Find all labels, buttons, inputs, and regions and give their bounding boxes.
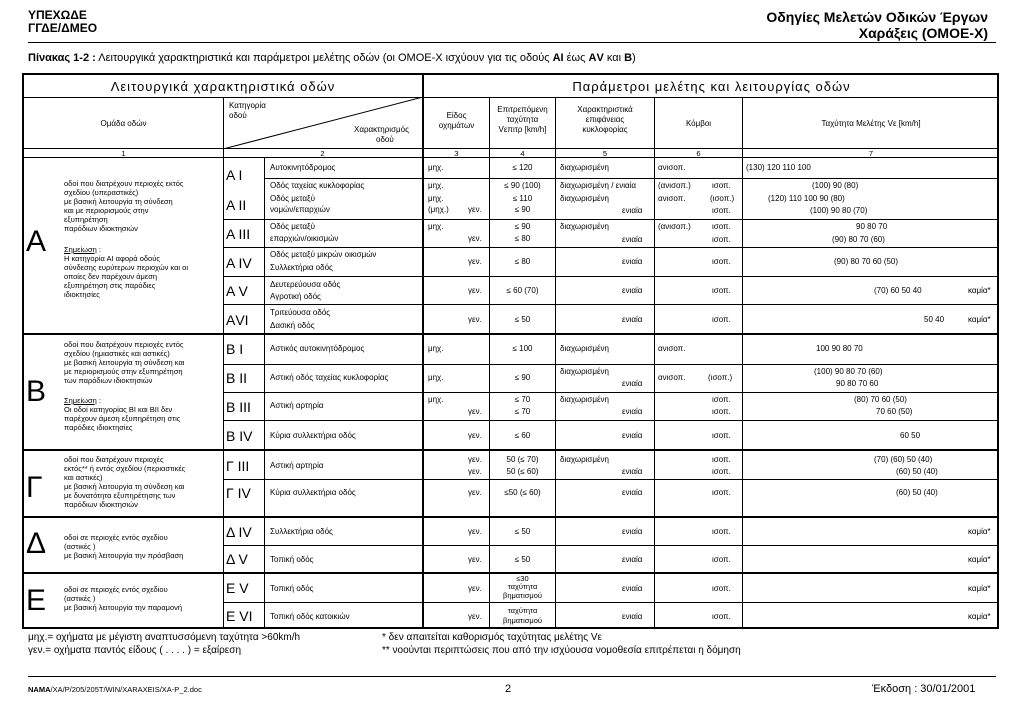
col-nodes-header: Κόμβοι xyxy=(685,119,712,128)
surface: διαχωρισμένη xyxy=(560,222,609,231)
design-speed: (60) 50 (40) xyxy=(896,488,938,497)
note-label: Σημείωση xyxy=(64,396,97,405)
speed-limit: ≤ 80 xyxy=(514,234,531,243)
road-type: Αστική οδός ταχείας κυκλοφορίας xyxy=(270,373,389,382)
page-number: 2 xyxy=(505,683,512,695)
col-speed-header-2: ταχύτητα xyxy=(506,115,539,124)
design-speed-none: καμία* xyxy=(968,584,991,593)
row-line xyxy=(223,219,999,220)
category-ev: Ε V xyxy=(226,580,249,596)
row-line xyxy=(223,364,999,365)
vehicles: μηχ. xyxy=(428,344,444,353)
note-colon: : xyxy=(96,245,101,254)
nodes: ισοπ. xyxy=(712,235,731,244)
vehicles: μηχ. xyxy=(428,194,444,203)
group-d-desc: με βασική λειτουργία την πρόσβαση xyxy=(64,551,184,560)
note-label: Σημείωση xyxy=(64,245,97,254)
nodes: (ισοπ.) xyxy=(710,194,735,203)
vehicles: γεν. xyxy=(468,286,482,295)
col-surf-header-3: κυκλοφορίας xyxy=(582,125,628,134)
surface: ενιαία xyxy=(622,235,643,244)
road-type: Συλλεκτήρια οδός xyxy=(270,263,333,272)
design-speed: (70) (60) 50 (40) xyxy=(874,455,933,464)
surface: ενιαία xyxy=(622,612,643,621)
col-num-1: 1 xyxy=(121,149,126,158)
nodes: ισοπ. xyxy=(712,527,731,536)
vehicles: γεν. xyxy=(468,431,482,440)
surface: διαχωρισμένη xyxy=(560,395,609,404)
category-ai: Α Ι xyxy=(226,167,243,183)
group-g-desc: οδοί που διατρέχουν περιοχές xyxy=(64,455,164,464)
surface: διαχωρισμένη xyxy=(560,163,609,172)
category-dv: Δ V xyxy=(226,551,248,567)
col-num-4: 4 xyxy=(520,149,525,158)
road-type: Δευτερεύουσα οδός xyxy=(270,280,341,289)
group-d-desc: οδοί σε περιοχές εντός σχεδίου xyxy=(64,533,168,542)
speed-limit: ≤ 70 xyxy=(514,395,531,404)
design-speed: (90) 80 70 60 (50) xyxy=(834,257,899,266)
note-colon: : xyxy=(96,396,101,405)
nodes: ισοπ. xyxy=(712,584,731,593)
group-a-desc: σχεδίου (υπεραστικές) xyxy=(64,188,139,197)
group-b-note xyxy=(64,396,101,405)
vehicles: μηχ. xyxy=(428,181,444,190)
file-path-rest: /XA/P/205/205T/WIN/XARAXEIS/XA-P_2.doc xyxy=(50,685,202,694)
road-type: Αστικός αυτοκινητόδρομος xyxy=(270,344,365,353)
design-speed: (100) 90 80 70 (60) xyxy=(814,367,883,376)
surface: διαχωρισμένη xyxy=(560,194,609,203)
note-gen: γεν.= οχήματα παντός είδους ( . . . . ) = εξαίρεση xyxy=(28,645,242,656)
vehicles: γεν. xyxy=(468,315,482,324)
surface: ενιαία xyxy=(622,584,643,593)
road-type: Δασική οδός xyxy=(270,321,315,330)
speed-limit: ≤ 50 xyxy=(514,315,531,324)
category-div: Δ ΙV xyxy=(226,524,252,540)
speed-limit: ≤50 (≤ 60) xyxy=(504,488,541,497)
group-letter-b: Β xyxy=(26,375,47,408)
surface: διαχωρισμένη xyxy=(560,344,609,353)
speed-limit: ταχύτητα xyxy=(507,606,538,615)
grid-line xyxy=(422,75,424,629)
group-a-desc: οδοί που διατρέχουν περιοχές εκτός xyxy=(64,179,184,188)
nodes: ισοπ. xyxy=(712,488,731,497)
design-speed-none: καμία* xyxy=(968,315,991,324)
nodes: ισοπ. xyxy=(712,407,731,416)
road-type: Τοπική οδός xyxy=(270,555,314,564)
vehicles: γεν. xyxy=(468,407,482,416)
group-a-note xyxy=(64,245,101,254)
speed-limit: ≤ 90 xyxy=(514,373,531,382)
speed-limit: ≤ 110 xyxy=(512,194,533,203)
grid-line xyxy=(654,97,655,629)
col-group-header: Ομάδα οδών xyxy=(100,119,147,128)
vehicles: γεν. xyxy=(468,584,482,593)
group-d-desc: (αστικές ) xyxy=(64,542,96,551)
speed-limit: ταχύτητα xyxy=(507,582,538,591)
design-speed: (60) 50 (40) xyxy=(896,467,938,476)
road-type: Τοπική οδός κατοικιών xyxy=(270,612,350,621)
surface: διαχωρισμένη / ενιαία xyxy=(560,181,637,190)
group-a-note: ιδιοκτησίες xyxy=(64,290,100,299)
group-b-desc: με περιορισμούς στην εξυπηρέτηση xyxy=(64,367,183,376)
table-caption xyxy=(28,52,636,64)
nodes: (ανισοπ.) xyxy=(658,222,691,231)
vehicles: γεν. xyxy=(468,555,482,564)
group-b-desc: με βασική λειτουργία τη σύνδεση και xyxy=(64,358,185,367)
col-design-header: Ταχύτητα Μελέτης Vε [km/h] xyxy=(821,119,921,128)
speed-limit: ≤ 100 xyxy=(512,344,533,353)
col-veh-header-1: Είδος xyxy=(446,111,467,120)
group-a-desc: παρόδιων ιδιοκτησιών xyxy=(64,224,138,233)
group-divider xyxy=(24,333,999,335)
vehicles: μηχ. xyxy=(428,163,444,172)
note-star: * δεν απαιτείται καθορισμός ταχύτητας μελέτης Vε xyxy=(382,632,602,643)
category-aii: Α ΙΙ xyxy=(226,197,247,213)
header-rule xyxy=(28,42,996,43)
header-left xyxy=(28,9,97,35)
edition-date: Έκδοση : 30/01/2001 xyxy=(872,683,976,695)
col-veh-header-2: οχημάτων xyxy=(438,121,475,130)
org-dept: ΓΓΔΕ/ΔΜΕΟ xyxy=(28,21,98,35)
category-bii: Β ΙΙ xyxy=(226,370,248,386)
col-cat-header-1: Κατηγορία xyxy=(229,101,266,110)
speed-limit: βηματισμού xyxy=(503,616,542,625)
file-path xyxy=(28,684,202,696)
nodes: (ανισοπ.) xyxy=(658,181,691,190)
row-line xyxy=(223,545,999,546)
speed-limit: ≤ 90 xyxy=(514,222,531,231)
row-line xyxy=(223,420,999,421)
group-divider xyxy=(24,449,999,451)
category-aiii: Α ΙΙΙ xyxy=(226,226,251,242)
design-speed: 70 60 (50) xyxy=(876,407,913,416)
title-right: Παράμετροι μελέτης και λειτουργίας οδών xyxy=(572,79,851,94)
header-right xyxy=(766,9,988,41)
group-letter-g: Γ xyxy=(26,471,43,504)
road-type: Οδός μεταξύ xyxy=(270,194,316,203)
nodes: ανισοπ. xyxy=(658,344,686,353)
nodes: ισοπ. xyxy=(712,555,731,564)
vehicles: γεν. xyxy=(468,467,482,476)
road-type: Τοπική οδός xyxy=(270,584,314,593)
speed-limit: ≤ 80 xyxy=(514,257,531,266)
surface: διαχωρισμένη xyxy=(560,455,609,464)
surface: ενιαία xyxy=(622,206,643,215)
caption-mid: έως xyxy=(563,52,589,64)
design-speed: 60 50 xyxy=(900,431,921,440)
road-type: Συλλεκτήρια οδός xyxy=(270,527,333,536)
nodes: ανισοπ. xyxy=(658,373,686,382)
org-name: ΥΠΕΧΩΔΕ xyxy=(28,8,87,22)
road-type: Αστική αρτηρία xyxy=(270,401,324,410)
vehicles: γεν. xyxy=(468,234,482,243)
col-num-5: 5 xyxy=(602,149,608,158)
surface: ενιαία xyxy=(622,379,643,388)
surface: ενιαία xyxy=(622,467,643,476)
speed-limit: ≤ 60 xyxy=(514,431,531,440)
road-type: Οδός ταχείας κυκλοφορίας xyxy=(270,181,365,190)
design-speed: 90 80 70 60 xyxy=(836,379,879,388)
nodes: ισοπ. xyxy=(712,181,731,190)
design-speed: (70) 60 50 40 xyxy=(874,286,922,295)
subrow-line xyxy=(264,178,999,179)
grid-line xyxy=(489,97,490,629)
vehicles: γεν. xyxy=(468,257,482,266)
group-letter-a: Α xyxy=(26,225,47,258)
vehicles: γεν. xyxy=(468,527,482,536)
road-type: Αγροτική οδός xyxy=(270,292,321,301)
road-type: επαρχιών/οικισμών xyxy=(270,234,339,243)
design-speed-none: καμία* xyxy=(968,555,991,564)
vehicles: μηχ. xyxy=(428,395,444,404)
category-evi: Ε VΙ xyxy=(226,608,253,624)
nodes: ανισοπ. xyxy=(658,194,686,203)
nodes: ισοπ. xyxy=(712,455,731,464)
vehicles: (μηχ.) xyxy=(428,205,449,214)
design-speed: (100) 90 (80) xyxy=(812,181,859,190)
col-num-7: 7 xyxy=(868,149,874,158)
vehicles: γεν. xyxy=(468,205,482,214)
design-speed: (130) 120 110 100 xyxy=(746,163,811,172)
road-type: Κύρια συλλεκτήρια οδός xyxy=(270,431,356,440)
speed-limit: ≤ 90 xyxy=(514,205,531,214)
category-giv: Γ ΙV xyxy=(226,485,251,501)
category-av: Α V xyxy=(226,283,248,299)
caption-b4: Β xyxy=(624,52,633,64)
row-line xyxy=(223,247,999,248)
grid-line xyxy=(264,157,265,629)
design-speed: (80) 70 60 (50) xyxy=(854,395,907,404)
caption-mid2: και xyxy=(603,52,625,64)
caption-b3: ΑV xyxy=(588,52,604,64)
design-speed: 90 80 70 xyxy=(856,222,888,231)
category-biii: Β ΙΙΙ xyxy=(226,399,251,415)
col-speed-header-3: Vεπιτρ [km/h] xyxy=(498,125,547,134)
nodes: ισοπ. xyxy=(712,222,731,231)
row-line xyxy=(223,479,999,480)
group-b-desc: σχεδίου (ημιαστικές και αστικές) xyxy=(64,349,170,358)
road-type: Οδός μεταξύ xyxy=(270,222,316,231)
group-g-desc: παρόδιων ιδιοκτησιών xyxy=(64,500,138,509)
speed-limit: ≤30 xyxy=(516,574,529,583)
speed-limit: ≤ 90 (100) xyxy=(504,181,541,190)
surface: ενιαία xyxy=(622,286,643,295)
col-char-header-1: Χαρακτηρισμός xyxy=(354,125,409,134)
group-e-desc: με βασική λειτουργία την παραμονή xyxy=(64,603,183,612)
speed-limit: ≤ 50 xyxy=(514,555,531,564)
group-g-desc: με βασική λειτουργία τη σύνδεση και xyxy=(64,482,185,491)
group-a-desc: και με περιορισμούς στην xyxy=(64,206,149,215)
col-speed-header-1: Επιτρεπόμενη xyxy=(497,105,548,114)
group-g-desc: με δυνατότητα εξυπηρέτησης των xyxy=(64,491,176,500)
design-speed: (120) 110 100 90 (80) xyxy=(768,194,845,203)
grid-line xyxy=(555,97,556,629)
category-giii: Γ ΙΙΙ xyxy=(226,458,250,474)
group-letter-e: Ε xyxy=(26,584,47,617)
group-b-desc: των παρόδιων ιδιοκτησιών xyxy=(64,376,153,385)
footer-rule xyxy=(28,676,996,677)
surface: ενιαία xyxy=(622,315,643,324)
speed-limit: βηματισμού xyxy=(503,591,542,600)
col-num-2: 2 xyxy=(320,149,325,158)
title-left: Λειτουργικά χαρακτηριστικά οδών xyxy=(110,79,336,94)
nodes: ισοπ. xyxy=(712,467,731,476)
file-path-prefix: ΝΑΜΑ xyxy=(28,685,51,694)
surface: ενιαία xyxy=(622,555,643,564)
vehicles: μηχ. xyxy=(428,373,444,382)
group-b-desc: οδοί που διατρέχουν περιοχές εντός xyxy=(64,340,184,349)
group-g-desc: εκτός** ή εντός σχεδίου (περιαστικές xyxy=(64,464,186,473)
group-b-note: παρέχουν άμεση εξυπηρέτηση στις xyxy=(64,414,181,423)
group-a-note: εξυπηρέτηση στις παρόδιες xyxy=(64,281,156,290)
road-type: Τριτεύουσα οδός xyxy=(270,308,331,317)
caption-end: ) xyxy=(632,52,636,64)
nodes: ισοπ. xyxy=(712,315,731,324)
surface: ενιαία xyxy=(622,407,643,416)
group-divider xyxy=(24,516,999,518)
group-g-desc: και αστικές) xyxy=(64,473,103,482)
design-speed: 100 90 80 70 xyxy=(816,344,863,353)
col-char-header-2: οδού xyxy=(376,135,394,144)
group-a-desc: με βασική λειτουργία τη σύνδεση xyxy=(64,197,173,206)
grid-line xyxy=(223,97,224,629)
speed-limit: ≤ 60 (70) xyxy=(506,286,539,295)
category-biv: Β ΙV xyxy=(226,428,253,444)
caption-label: Πίνακας 1-2 : xyxy=(28,52,96,64)
surface: ενιαία xyxy=(622,527,643,536)
group-a-desc: εξυπηρέτηση xyxy=(64,215,108,224)
speed-limit: ≤ 120 xyxy=(512,163,533,172)
group-letter-d: Δ xyxy=(26,527,47,560)
nodes: ισοπ. xyxy=(712,206,731,215)
vehicles: μηχ. xyxy=(428,222,444,231)
road-type: Αυτοκινητόδρομος xyxy=(270,163,336,172)
row-line xyxy=(223,392,999,393)
design-speed-none: καμία* xyxy=(968,286,991,295)
category-aiv: Α ΙV xyxy=(226,255,252,271)
road-type: νομών/επαρχιών xyxy=(270,205,330,214)
col-cat-header-2: οδού xyxy=(229,111,247,120)
vehicles: γεν. xyxy=(468,612,482,621)
nodes: ισοπ. xyxy=(712,431,731,440)
caption-text: Λειτουργικά χαρακτηριστικά και παράμετροι μελέτης οδών (οι ΟΜΟΕ-Χ ισχύουν για τις οδούς xyxy=(95,52,553,64)
doc-subtitle: Χαράξεις (ΟΜΟΕ-Χ) xyxy=(858,25,988,41)
design-speed-none: καμία* xyxy=(968,527,991,536)
nodes: ισοπ. xyxy=(712,286,731,295)
row-line xyxy=(223,304,999,305)
nodes: ισοπ. xyxy=(712,612,731,621)
road-type: Κύρια συλλεκτήρια οδός xyxy=(270,488,356,497)
category-avi: ΑVΙ xyxy=(226,312,249,328)
surface: ενιαία xyxy=(622,431,643,440)
grid-line xyxy=(742,97,743,629)
road-type: Αστική αρτηρία xyxy=(270,461,324,470)
row-line xyxy=(223,276,999,277)
col-surf-header-2: επιφάνειας xyxy=(585,115,625,124)
road-type: Οδός μεταξύ μικρών οικισμών xyxy=(270,250,377,259)
vehicles: γεν. xyxy=(468,488,482,497)
note-double-star: ** νοούνται περιπτώσεις που από την ισχύουσα νομοθεσία επιτρέπεται η δόμηση xyxy=(382,645,741,656)
row-line xyxy=(223,602,999,603)
speed-limit: ≤ 70 xyxy=(514,407,531,416)
col-surf-header-1: Χαρακτηριστικά xyxy=(577,105,633,114)
group-a-note: Η κατηγορία ΑΙ αφορά οδούς xyxy=(64,254,160,263)
vehicles: γεν. xyxy=(468,455,482,464)
surface: διαχωρισμένη xyxy=(560,367,609,376)
group-a-note: σύνδεσης ευρύτερων περιοχών και οι xyxy=(64,263,188,272)
parameters-table xyxy=(22,73,999,629)
nodes: ισοπ. xyxy=(712,395,731,404)
grid-line xyxy=(24,97,999,98)
col-num-3: 3 xyxy=(454,149,459,158)
design-speed: 50 40 xyxy=(924,315,945,324)
group-e-desc: οδοί σε περιοχές εντός σχεδίου xyxy=(64,585,168,594)
group-e-desc: (αστικές ) xyxy=(64,594,96,603)
design-speed-none: καμία* xyxy=(968,612,991,621)
speed-limit: 50 (≤ 70) xyxy=(506,455,539,464)
nodes: (ισοπ.) xyxy=(708,373,733,382)
nodes: ανισοπ. xyxy=(658,163,686,172)
design-speed: (100) 90 80 (70) xyxy=(810,206,868,215)
category-bi: Β Ι xyxy=(226,341,244,357)
design-speed: (90) 80 70 (60) xyxy=(832,235,885,244)
col-num-6: 6 xyxy=(696,149,701,158)
surface: ενιαία xyxy=(622,257,643,266)
speed-limit: 50 (≤ 60) xyxy=(506,467,539,476)
doc-title: Οδηγίες Μελετών Οδικών Έργων xyxy=(766,9,988,25)
caption-b2: ΑΙ xyxy=(552,52,564,64)
note-mech: μηχ.= οχήματα με μέγιστη αναπτυσσόμενη ταχύτητα >60km/h xyxy=(28,632,301,643)
nodes: ισοπ. xyxy=(712,257,731,266)
group-b-note: Οι οδοί κατηγορίας ΒΙ και ΒΙΙ δεν xyxy=(64,405,173,414)
surface: ενιαία xyxy=(622,488,643,497)
group-a-note: οποίες δεν παρέχουν άμεση xyxy=(64,272,158,281)
group-b-note: παρόδιες ιδιοκτησίες xyxy=(64,423,133,432)
speed-limit: ≤ 50 xyxy=(514,527,531,536)
